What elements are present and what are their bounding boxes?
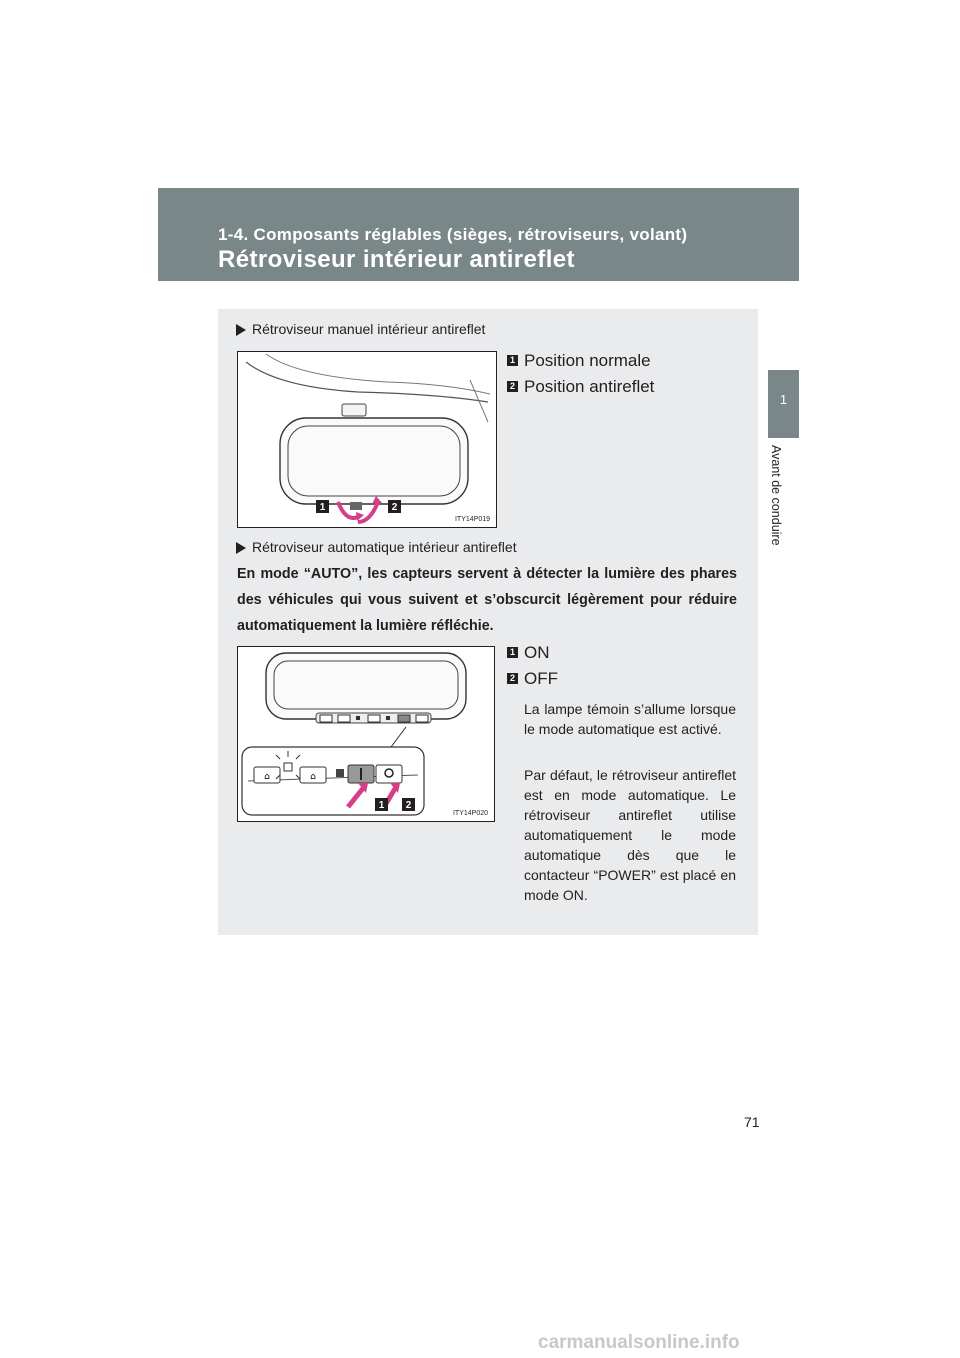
svg-text:⌂: ⌂ [264,772,270,782]
manual-mirror-figure [237,351,497,528]
chapter-side-label [769,445,793,565]
chapter-tab[interactable] [768,370,799,438]
chapter-label: Avant de conduire [769,445,783,546]
svg-text:2: 2 [391,502,398,513]
section-title: 1-4. Composants réglables (sièges, rétroviseurs, volant) [218,225,688,244]
manual-item-normal: Position normale [524,351,651,370]
item-badge-2: 2 [507,381,518,392]
manual-mirror-illustration [238,352,496,527]
auto-mirror-figure [237,646,495,822]
footer-watermark: carmanualsonline.info [538,1332,740,1353]
page-title: Rétroviseur intérieur antireflet [218,246,575,273]
bullet-arrow-icon [236,324,246,336]
auto-note-default: Par défaut, le rétroviseur antireflet est en mode automatique. Le rétroviseur antireflet utilise automatiquement le mode automatique dès que le contacteur “POWER” est placé en mode ON. [524,767,736,903]
bullet-arrow-icon [236,542,246,554]
manual-figure-code: ITY14P019 [454,516,490,523]
item-badge-1: 1 [507,647,518,658]
svg-text:2: 2 [405,800,412,811]
svg-text:1: 1 [319,502,326,513]
auto-heading: Rétroviseur automatique intérieur antireflet [252,539,517,555]
auto-item-on: ON [524,643,550,662]
svg-text:1: 1 [378,800,385,811]
auto-description: En mode “AUTO”, les capteurs servent à détecter la lumière des phares des véhicules qui vous suivent et s’obscurcit légèrement pour réduire automatiquement la lumière réfléchie. [237,566,737,634]
item-badge-2: 2 [507,673,518,684]
auto-note-indicator: La lampe témoin s’allume lorsque le mode automatique est activé. [524,701,736,737]
manual-heading: Rétroviseur manuel intérieur antireflet [252,321,486,337]
header-band [158,188,799,281]
chapter-number: 1 [779,392,788,407]
manual-item-antiglare: Position antireflet [524,377,655,396]
auto-figure-code: ITY14P020 [452,810,488,817]
content-panel [218,309,758,935]
page-number: 71 [744,1114,760,1130]
auto-item-off: OFF [524,669,558,688]
item-badge-1: 1 [507,355,518,366]
auto-mirror-illustration [238,647,494,821]
svg-text:⌂: ⌂ [310,772,316,782]
